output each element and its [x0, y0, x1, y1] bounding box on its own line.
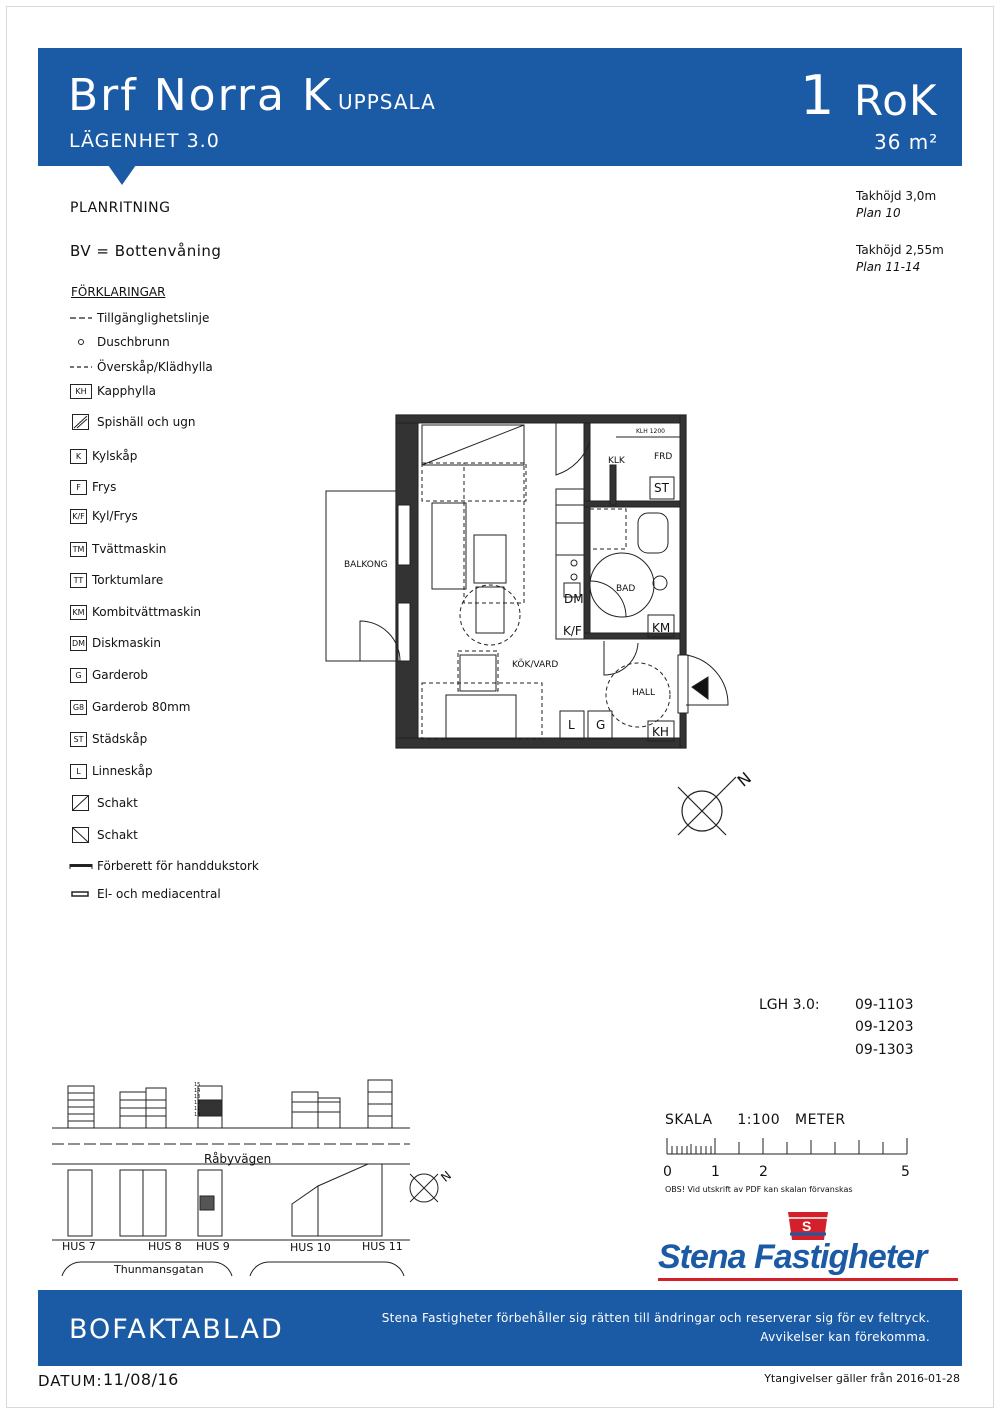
legend-label: Torktumlare: [92, 573, 164, 587]
legend-item: [70, 857, 259, 875]
legend-heading: FÖRKLARINGAR: [71, 285, 166, 299]
room-frd: FRD: [654, 452, 673, 462]
footer-disclaimer-2: Avvikelser kan förekomma.: [760, 1330, 930, 1344]
towel-dryer-icon: [70, 858, 92, 874]
legend-item: [70, 333, 170, 351]
datum-value: 11/08/16: [103, 1370, 179, 1389]
legend-label: Kyl/Frys: [92, 509, 138, 523]
legend-label: Schakt: [97, 796, 138, 810]
code-kf: K/F: [563, 624, 582, 638]
code-kh: KH: [652, 725, 669, 739]
legend-code: TM: [70, 542, 87, 557]
legend-code: DM: [70, 636, 87, 651]
scale-tick-label: 1: [711, 1164, 720, 1180]
legend-item: [70, 447, 137, 465]
rooms-type: RoK: [854, 76, 938, 125]
stove-icon: [70, 414, 92, 430]
scale-title: SKALA 1:100 METER: [665, 1112, 846, 1128]
site-plan: [48, 1078, 468, 1287]
header-pointer-shape: [108, 165, 136, 185]
legend-label: Spishäll och ugn: [97, 415, 196, 429]
media-central-icon: [70, 886, 92, 902]
legend-item: [70, 540, 166, 558]
floor-label: 11: [194, 1106, 201, 1112]
code-g: G: [596, 718, 606, 732]
floor-label: 12: [194, 1100, 201, 1106]
scale-tick-label: 0: [663, 1164, 672, 1180]
valid-from: Ytangivelser gäller från 2016-01-28: [764, 1372, 960, 1385]
plan-label: PLANRITNING: [70, 200, 171, 216]
house-label: HUS 10: [290, 1241, 331, 1254]
legend-label: Tillgänglighetslinje: [97, 311, 210, 325]
legend-item: [70, 507, 138, 525]
floor-label: 13: [194, 1094, 201, 1100]
legend-label: El- och mediacentral: [97, 887, 221, 901]
legend-item: [70, 309, 209, 327]
ceiling-plan: Plan 10: [856, 206, 901, 220]
legend-item: [70, 666, 148, 684]
legend-item: [70, 730, 147, 748]
street-rabyvagen: Råbyvägen: [204, 1152, 272, 1166]
legend-code: K: [70, 449, 87, 464]
scale-bar: [663, 1112, 910, 1194]
city-label: UPPSALA: [338, 90, 436, 114]
legend-label: Diskmaskin: [92, 636, 161, 650]
legend-item: [70, 358, 213, 376]
legend-item: [70, 885, 221, 903]
legend-label: Frys: [92, 480, 117, 494]
dash-dot-line-icon: [70, 359, 92, 375]
legend-item: [70, 571, 163, 589]
shaft-icon: [70, 827, 92, 843]
floor-plan-drawing: [320, 405, 756, 845]
house-label: HUS 9: [196, 1240, 230, 1253]
legend-code: G8: [70, 700, 87, 715]
logo-underline: [658, 1278, 958, 1281]
floor-label: 15: [194, 1082, 201, 1088]
floor-label: 14: [194, 1088, 201, 1094]
code-st: ST: [654, 481, 669, 495]
svg-text:N: N: [733, 768, 756, 791]
code-l: L: [568, 718, 575, 732]
legend-label: Duschbrunn: [97, 335, 170, 349]
street-thunmansgatan: Thunmansgatan: [114, 1263, 204, 1276]
footer-band: [38, 1290, 962, 1366]
logo-text: Stena Fastigheter: [658, 1238, 927, 1276]
house-label: HUS 11: [362, 1240, 403, 1253]
ceiling-height: Takhöjd 2,55m: [856, 243, 944, 257]
legend-item: [70, 413, 195, 431]
legend-label: Linneskåp: [92, 764, 153, 778]
legend-code: KH: [70, 384, 92, 399]
floor-label: 10: [194, 1112, 201, 1118]
footer-disclaimer-1: Stena Fastigheter förbehåller sig rätten till ändringar och reserverar sig för ev feltryck.: [381, 1311, 930, 1325]
legend-item: [70, 794, 138, 812]
legend-code: F: [70, 480, 87, 495]
ceiling-info-2: [856, 242, 944, 276]
scale-tick-label: 2: [759, 1164, 768, 1180]
footer-title: BOFAKTABLAD: [69, 1314, 284, 1345]
legend-label: Tvättmaskin: [92, 542, 167, 556]
rooms-number: 1: [800, 64, 835, 127]
datum-label: DATUM:: [38, 1372, 103, 1390]
room-bad: BAD: [616, 584, 636, 594]
legend-code: G: [70, 668, 87, 683]
legend-code: TT: [70, 573, 87, 588]
site-north-label: N: [438, 1168, 455, 1185]
legend-label: Kapphylla: [97, 384, 156, 398]
legend-label: Överskåp/Klädhylla: [97, 360, 213, 374]
lgh-item: 09-1303: [855, 1042, 914, 1058]
legend-item: [70, 698, 190, 716]
elevation-buildings: [68, 1080, 392, 1128]
house-label: HUS 8: [148, 1240, 182, 1253]
shaft-icon: [70, 795, 92, 811]
ceiling-plan: Plan 11-14: [856, 260, 921, 274]
legend-code: KM: [70, 605, 87, 620]
legend-label: Städskåp: [92, 732, 148, 746]
logo-mark: S: [802, 1218, 812, 1234]
legend-label: Schakt: [97, 828, 138, 842]
dashed-line-icon: [70, 310, 92, 326]
ceiling-info-1: [856, 188, 936, 222]
apartment-label: LÄGENHET 3.0: [69, 130, 220, 152]
legend-label: Garderob: [92, 668, 149, 682]
project-title: Brf Norra K: [68, 70, 333, 121]
klh-label: KLH 1200: [636, 428, 665, 435]
scale-tick-label: 5: [901, 1164, 910, 1180]
legend-label: Förberett för handdukstork: [97, 859, 259, 873]
legend-label: Garderob 80mm: [92, 700, 191, 714]
lgh-label: LGH 3.0:: [759, 997, 820, 1013]
site-plan-drawing: [48, 1078, 468, 1283]
legend-code: K/F: [70, 509, 87, 524]
legend-item: [70, 762, 153, 780]
floor-plan: [320, 405, 756, 849]
legend-label: Kylskåp: [92, 449, 138, 463]
legend-item: [70, 603, 201, 621]
legend-item: [70, 478, 116, 496]
lgh-item: 09-1103: [855, 997, 914, 1013]
legend-code: ST: [70, 732, 87, 747]
legend-item: [70, 634, 161, 652]
ceiling-height: Takhöjd 3,0m: [856, 189, 937, 203]
room-kok: KÖK/VARD: [512, 660, 559, 670]
code-dm: DM: [564, 592, 584, 606]
legend-label: Kombitvättmaskin: [92, 605, 202, 619]
area-label: 36 m²: [874, 130, 939, 154]
room-balkong: BALKONG: [344, 560, 388, 570]
bv-label: BV = Bottenvåning: [70, 242, 222, 260]
legend-item: [70, 382, 156, 400]
legend-item: [70, 826, 138, 844]
code-km: KM: [652, 621, 671, 635]
house-label: HUS 7: [62, 1240, 96, 1253]
lgh-item: 09-1203: [855, 1019, 914, 1035]
legend-code: L: [70, 764, 87, 779]
balcony-outline: [326, 491, 400, 661]
drain-icon: [70, 334, 92, 350]
room-hall: HALL: [632, 688, 655, 698]
scale-note: OBS! Vid utskrift av PDF kan skalan förvanskas: [665, 1185, 853, 1194]
header-band: [38, 48, 962, 166]
room-klk: KLK: [608, 456, 625, 466]
scale-drawing: [665, 1128, 915, 1208]
